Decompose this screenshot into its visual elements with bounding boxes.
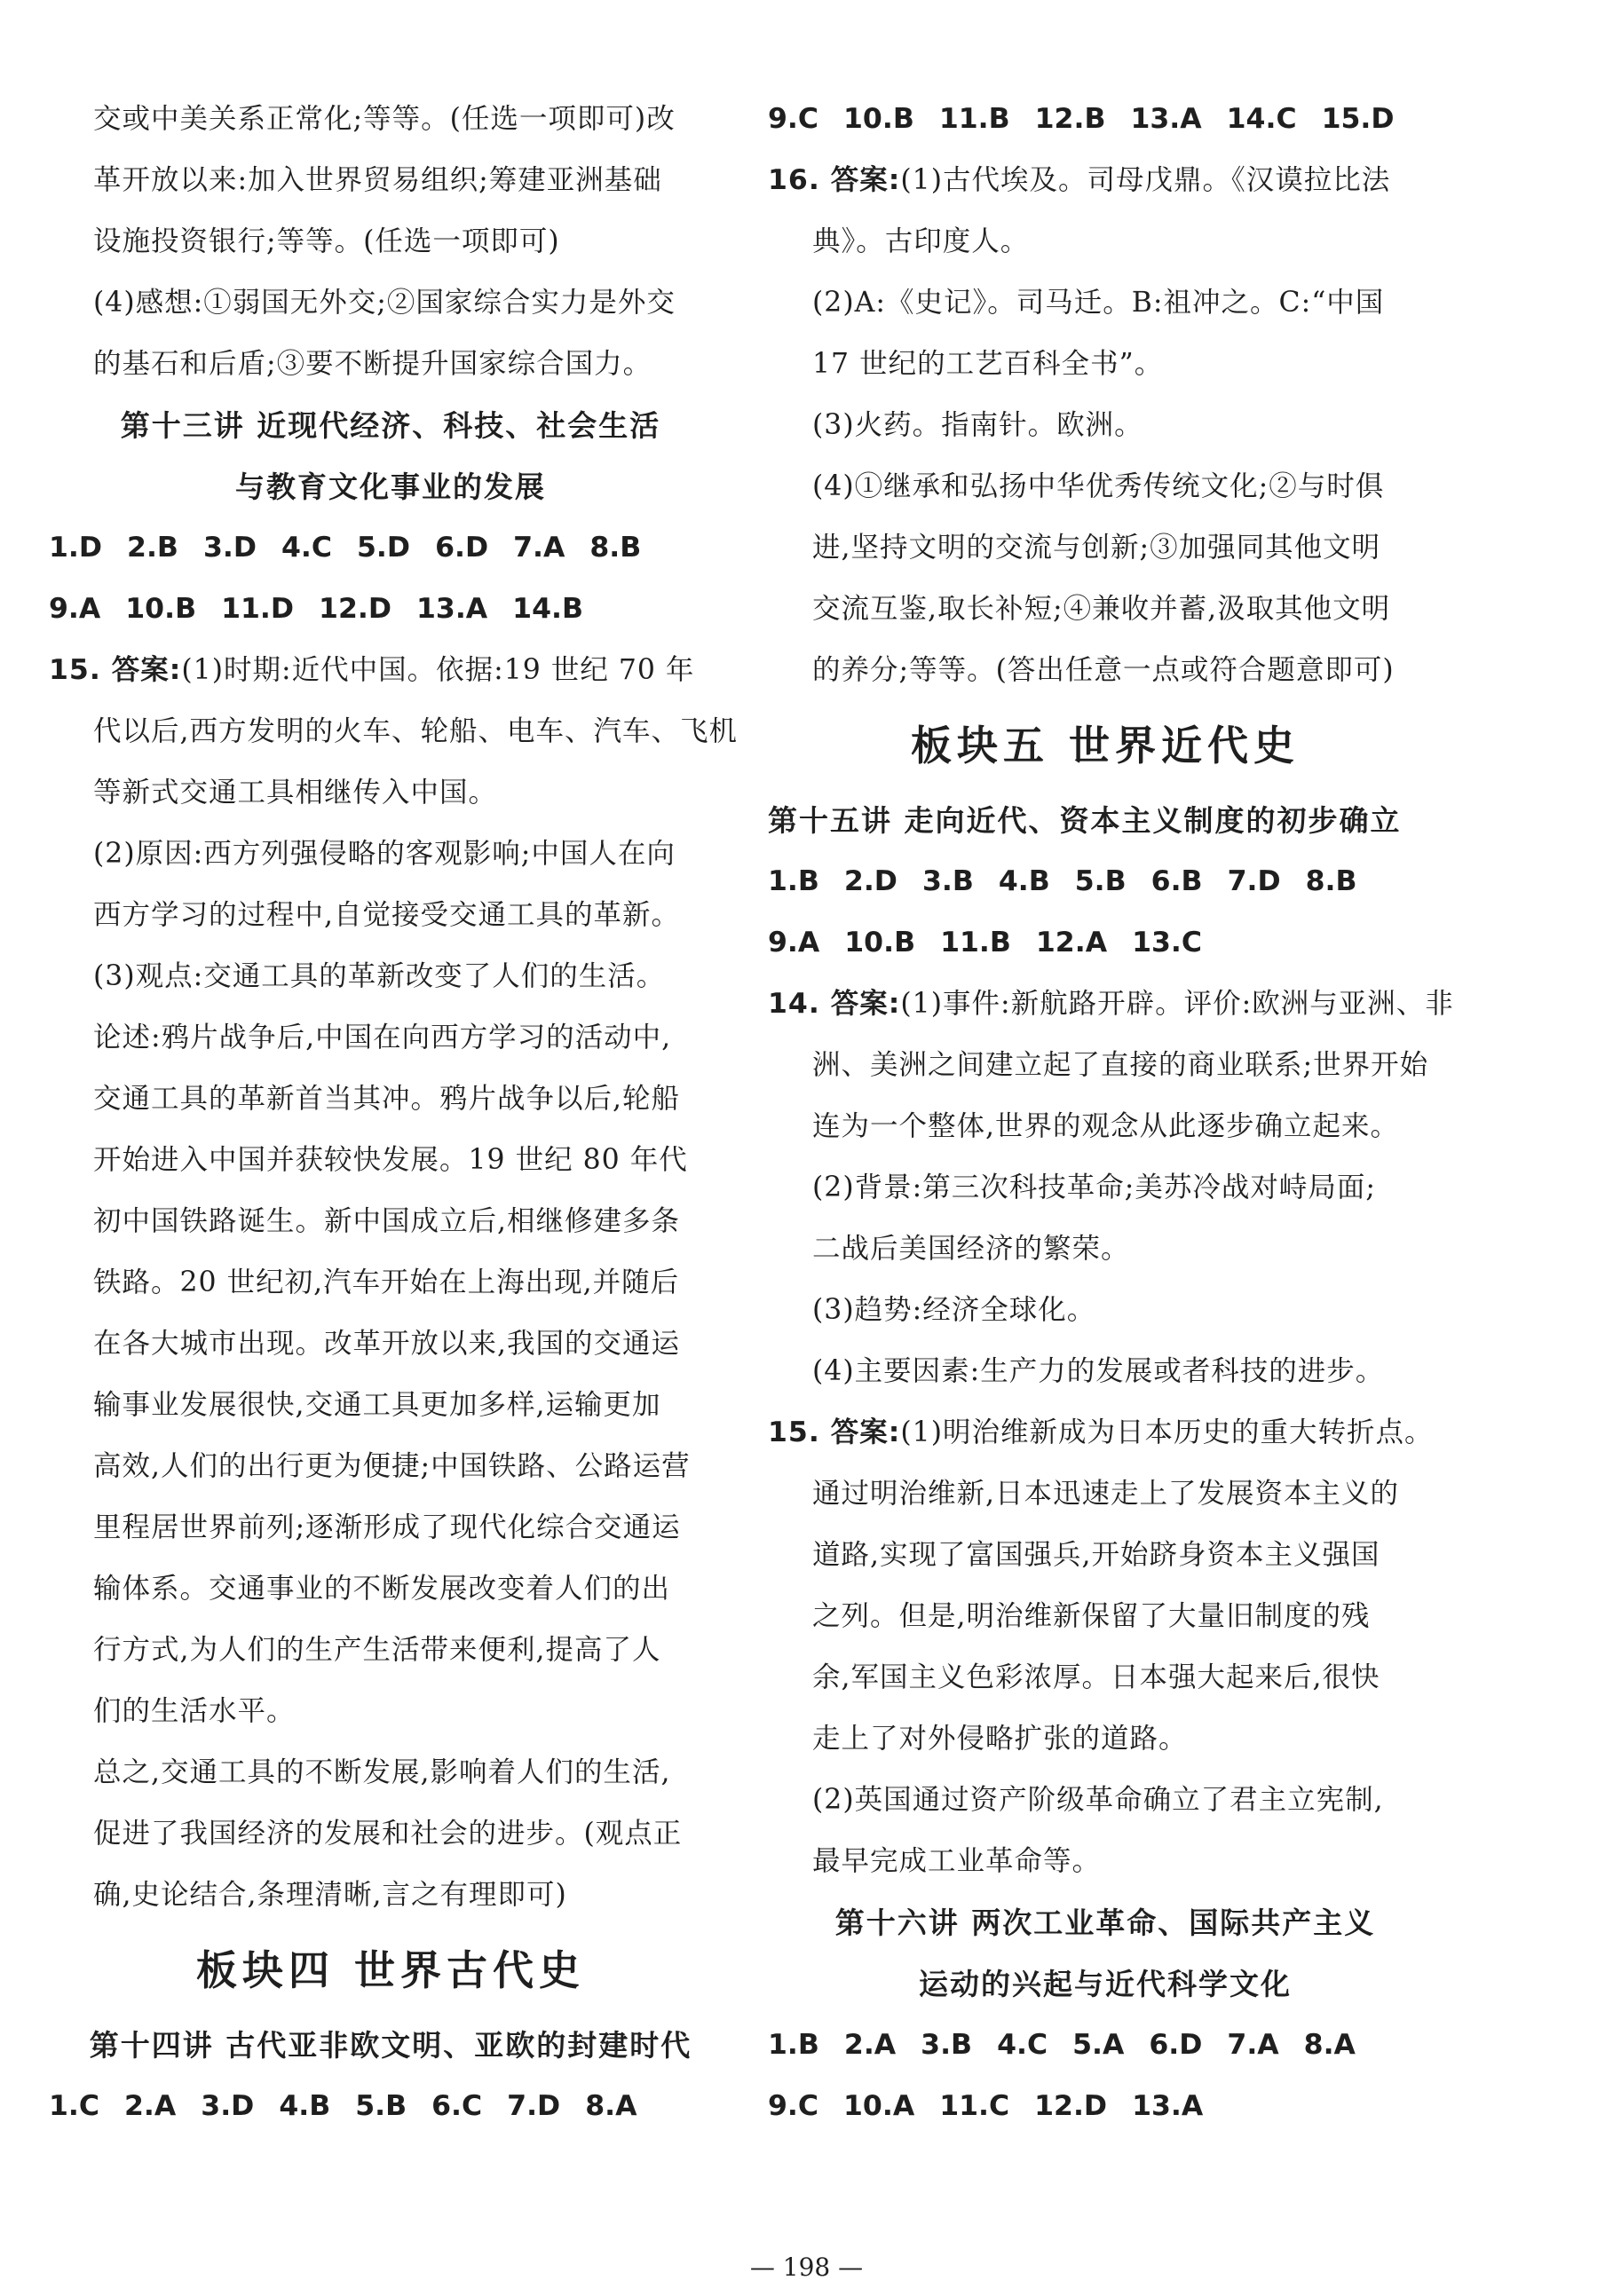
answer-item: 1.D: [49, 532, 103, 564]
text-line: 等新式交通工具相继传入中国。: [93, 777, 498, 809]
answer-label: 15. 答案:: [49, 654, 182, 686]
text-line: 17 世纪的工艺百科全书”。: [812, 348, 1164, 380]
answer-item: 4.B: [279, 2090, 331, 2122]
text-line: (4)感想:①弱国无外交;②国家综合实力是外交: [93, 287, 676, 319]
answer-row: [49, 2076, 732, 2137]
text-line: 洲、美洲之间建立起了直接的商业联系;世界开始: [812, 1049, 1429, 1081]
answer-item: 2.A: [124, 2090, 177, 2122]
answer-item: 10.A: [843, 2090, 915, 2122]
answer-item: 12.B: [1034, 103, 1106, 135]
text-line: 们的生活水平。: [93, 1695, 296, 1727]
text-line: 高效,人们的出行更为便捷;中国铁路、公路运营: [93, 1450, 691, 1482]
text-line: 西方学习的过程中,自觉接受交通工具的革新。: [93, 899, 681, 931]
text-line: 道路,实现了富国强兵,开始跻身资本主义强国: [812, 1539, 1380, 1571]
answer-item: 8.A: [585, 2090, 637, 2122]
text-line: 输体系。交通事业的不断发展改变着人们的出: [93, 1573, 671, 1605]
answer-item: 14.C: [1226, 103, 1297, 135]
text-line: (3)观点:交通工具的革新改变了人们的生活。: [93, 960, 666, 992]
page-number: — 198 —: [749, 2253, 864, 2282]
answer-item: 4.C: [997, 2029, 1048, 2061]
text-line: 开始进入中国并获较快发展。19 世纪 80 年代: [93, 1144, 688, 1176]
lecture-14-heading: 第十四讲 古代亚非欧文明、亚欧的封建时代: [89, 2028, 692, 2063]
answer-item: 4.B: [998, 865, 1050, 897]
question-16-first-line: [768, 150, 1443, 211]
lecture-15-heading: 第十五讲 走向近代、资本主义制度的初步确立: [768, 803, 1402, 838]
answer-item: 7.A: [1227, 2029, 1279, 2061]
answer-label: 16. 答案:: [768, 164, 901, 196]
answer-item: 6.B: [1150, 865, 1203, 897]
answer-item: 13.A: [1130, 103, 1202, 135]
answer-item: 5.B: [355, 2090, 407, 2122]
answer-item: 14.B: [512, 593, 583, 625]
answer-item: 10.B: [125, 593, 197, 625]
answer-item: 6.D: [1149, 2029, 1203, 2061]
answer-row: [768, 851, 1443, 912]
answer-item: 4.C: [281, 532, 333, 564]
text-line: 走上了对外侵略扩张的道路。: [812, 1723, 1188, 1755]
answer-item: 9.A: [49, 593, 101, 625]
text-line: 的养分;等等。(答出任意一点或符合题意即可): [812, 654, 1395, 686]
text-line: (1)明治维新成为日本历史的重大转折点。: [900, 1416, 1434, 1448]
text-line: 铁路。20 世纪初,汽车开始在上海出现,并随后: [93, 1266, 680, 1298]
lecture-16-heading: 第十六讲 两次工业革命、国际共产主义: [834, 1905, 1376, 1940]
lecture-13-heading-cont: 与教育文化事业的发展: [235, 469, 546, 504]
answer-item: 1.C: [49, 2090, 100, 2122]
answer-item: 5.A: [1072, 2029, 1125, 2061]
answer-item: 13.A: [415, 593, 488, 625]
text-line: 之列。但是,明治维新保留了大量旧制度的残: [812, 1600, 1371, 1632]
text-line: 初中国铁路诞生。新中国成立后,相继修建多条: [93, 1205, 681, 1237]
answer-item: 3.D: [202, 532, 257, 564]
text-line: 促进了我国经济的发展和社会的进步。(观点正: [93, 1818, 683, 1850]
text-line: 连为一个整体,世界的观念从此逐步确立起来。: [812, 1110, 1400, 1142]
text-line: 典》。古印度人。: [812, 225, 1030, 257]
text-line: 总之,交通工具的不断发展,影响着人们的生活,: [93, 1756, 671, 1788]
answer-row: [768, 2015, 1443, 2076]
left-column: [49, 89, 739, 2137]
answer-item: 10.B: [843, 103, 914, 135]
answer-item: 11.B: [938, 103, 1010, 135]
text-line: 在各大城市出现。改革开放以来,我国的交通运: [93, 1328, 681, 1360]
section-5-heading: 板块五 世界近代史: [910, 722, 1300, 769]
answer-row: [768, 912, 1443, 974]
answer-item: 12.D: [319, 593, 391, 625]
right-column: [768, 89, 1454, 2137]
answer-item: 6.C: [431, 2090, 483, 2122]
answer-item: 9.C: [768, 2090, 819, 2122]
answer-item: 7.A: [513, 532, 565, 564]
answer-item: 8.A: [1303, 2029, 1356, 2061]
answer-label: 14. 答案:: [768, 988, 901, 1020]
text-line: 二战后美国经济的繁荣。: [812, 1233, 1130, 1265]
text-line: (1)古代埃及。司母戊鼎。《汉谟拉比法: [900, 164, 1391, 196]
answer-item: 5.B: [1074, 865, 1127, 897]
text-line: 确,史论结合,条理清晰,言之有理即可): [93, 1879, 567, 1911]
text-line: (4)主要因素:生产力的发展或者科技的进步。: [812, 1355, 1385, 1387]
text-line: (3)趋势:经济全球化。: [812, 1294, 1096, 1326]
answer-item: 3.B: [921, 865, 974, 897]
answer-item: 7.D: [1227, 865, 1281, 897]
text-line: (2)A:《史记》。司马迁。B:祖冲之。C:“中国: [812, 287, 1385, 319]
text-line: (1)事件:新航路开辟。评价:欧洲与亚洲、非: [900, 988, 1454, 1020]
answer-item: 7.D: [507, 2090, 561, 2122]
answer-item: 12.A: [1035, 927, 1108, 959]
text-line: 代以后,西方发明的火车、轮船、电车、汽车、飞机: [93, 715, 739, 747]
text-line: 交流互鉴,取长补短;④兼收并蓄,汲取其他文明: [812, 593, 1391, 625]
answer-item: 1.B: [768, 865, 819, 897]
text-line: 行方式,为人们的生产生活带来便利,提高了人: [93, 1634, 661, 1666]
answer-item: 13.A: [1132, 2090, 1204, 2122]
answer-item: 2.A: [843, 2029, 897, 2061]
text-line: 通过明治维新,日本迅速走上了发展资本主义的: [812, 1478, 1400, 1510]
text-line: 进,坚持文明的交流与创新;③加强同其他文明: [812, 532, 1381, 564]
text-line: 余,军国主义色彩浓厚。日本强大起来后,很快: [812, 1661, 1380, 1693]
answer-item: 3.B: [921, 2029, 973, 2061]
answer-item: 15.D: [1321, 103, 1395, 135]
section-4-heading: 板块四 世界古代史: [195, 1946, 585, 1994]
answer-item: 5.D: [357, 532, 411, 564]
answer-item: 2.B: [127, 532, 178, 564]
answer-item: 12.D: [1034, 2090, 1108, 2122]
lecture-13-heading: 第十三讲 近现代经济、科技、社会生活: [120, 408, 661, 443]
answer-row: [49, 579, 732, 640]
answer-item: 13.C: [1132, 927, 1202, 959]
text-line: 最早完成工业革命等。: [812, 1845, 1102, 1877]
text-line: (2)英国通过资产阶级革命确立了君主立宪制,: [812, 1784, 1384, 1816]
text-line: (2)原因:西方列强侵略的客观影响;中国人在向: [93, 838, 676, 870]
answer-item: 10.B: [844, 927, 916, 959]
answer-item: 11.C: [939, 2090, 1010, 2122]
answer-item: 2.D: [843, 865, 897, 897]
text-line: 输事业发展很快,交通工具更加多样,运输更加: [93, 1389, 661, 1421]
answer-item: 9.C: [768, 103, 819, 135]
question-15-first-line: [49, 640, 732, 701]
text-line: 里程居世界前列;逐渐形成了现代化综合交通运: [93, 1511, 681, 1543]
text-line: 交或中美关系正常化;等等。(任选一项即可)改: [93, 103, 676, 135]
answer-item: 11.B: [940, 927, 1011, 959]
text-line: 革开放以来:加入世界贸易组织;筹建亚洲基础: [93, 164, 662, 196]
text-line: 的基石和后盾;③要不断提升国家综合国力。: [93, 348, 652, 380]
answer-item: 11.D: [221, 593, 295, 625]
question-14-first-line: [768, 974, 1454, 1035]
text-line: (3)火药。指南针。欧洲。: [812, 409, 1143, 441]
text-line: (1)时期:近代中国。依据:19 世纪 70 年: [181, 654, 695, 686]
text-line: (2)背景:第三次科技革命;美苏冷战对峙局面;: [812, 1172, 1376, 1203]
answer-item: 1.B: [768, 2029, 819, 2061]
lecture-16-heading-cont: 运动的兴起与近代科学文化: [919, 1967, 1292, 2001]
answer-item: 3.D: [201, 2090, 255, 2122]
answer-row: [49, 517, 732, 579]
text-line: 设施投资银行;等等。(任选一项即可): [93, 225, 560, 257]
answer-item: 6.D: [435, 532, 489, 564]
answer-item: 8.B: [1305, 865, 1357, 897]
answer-row: [768, 89, 1443, 150]
answer-item: 9.A: [768, 927, 820, 959]
text-line: 论述:鸦片战争后,中国在向西方学习的活动中,: [93, 1022, 672, 1053]
answer-row: [768, 2076, 1443, 2137]
text-line: 交通工具的革新首当其冲。鸦片战争以后,轮船: [93, 1083, 681, 1115]
answer-item: 8.B: [589, 532, 642, 564]
answer-label: 15. 答案:: [768, 1416, 901, 1448]
question-15-first-line: [768, 1402, 1443, 1464]
text-line: (4)①继承和弘扬中华优秀传统文化;②与时俱: [812, 470, 1385, 502]
